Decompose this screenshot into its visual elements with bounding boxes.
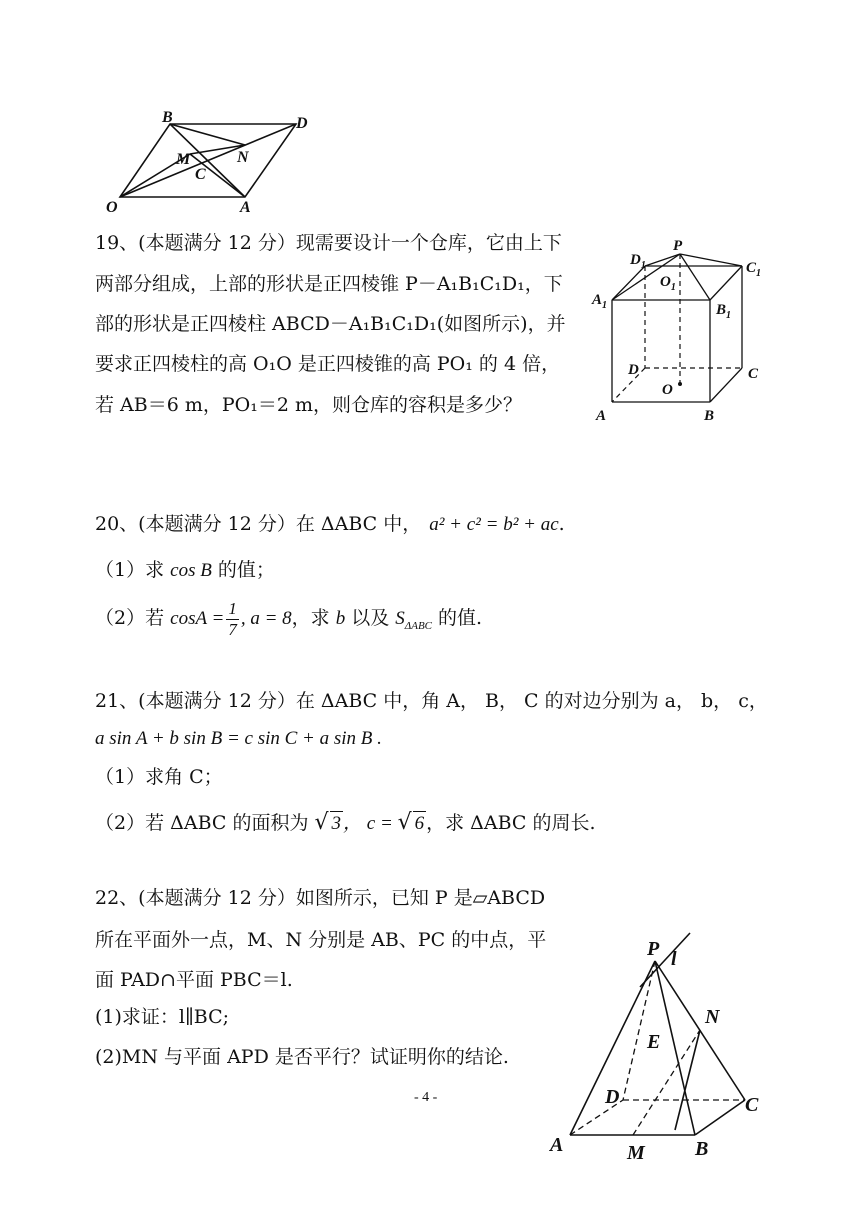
q21-part1: （1）求角 C；: [95, 766, 223, 788]
q21-p2-c: ， c =: [343, 813, 398, 834]
q20-p1-end: 的值；: [211, 559, 275, 581]
label-l: l: [671, 948, 677, 970]
q21-equation: a sin A + b sin B = c sin C + a sin B .: [95, 728, 382, 749]
q22-line-4: (1)求证：l∥BC;: [95, 1006, 230, 1028]
label-P: P: [647, 938, 660, 960]
label-B: B: [162, 109, 173, 126]
label-A: A: [240, 199, 251, 216]
label-D: D: [605, 1086, 620, 1108]
label-P: P: [673, 238, 683, 254]
warehouse-figure: [590, 238, 770, 430]
label-A: A: [550, 1134, 564, 1156]
label-O: O: [106, 199, 118, 216]
label-D: D: [628, 362, 639, 378]
q20-part2: [95, 598, 482, 646]
q20-p2-and: 以及: [345, 607, 396, 629]
q21-part2: （2）若 ΔABC 的面积为 √ 3 ， c = √ 6 ，求 ΔABC 的周长.: [95, 810, 596, 835]
q19-line-3: 部的形状是正四棱柱 ABCD－A₁B₁C₁D₁(如图所示)，并: [95, 313, 566, 335]
label-B: B: [695, 1138, 709, 1160]
q19-line-4: 要求正四棱柱的高 O₁O 是正四棱锥的高 PO₁ 的 4 倍，: [95, 353, 561, 375]
sqrt-6: 6: [414, 813, 425, 834]
q22-line-5: (2)MN 与平面 APD 是否平行？试证明你的结论.: [95, 1046, 509, 1068]
q20-p2-ask: ，求: [291, 607, 336, 629]
q20-stem: [95, 512, 565, 537]
q20-part1: [95, 558, 275, 583]
q19-line-1: 19、(本题满分 12 分）现需要设计一个仓库，它由上下: [95, 232, 562, 254]
fraction-numerator: 1: [228, 598, 237, 618]
q20-p2-S-sub: ΔABC: [404, 619, 433, 632]
sqrt-3: 3: [331, 813, 342, 834]
label-E: E: [647, 1031, 661, 1053]
q20-formula: a² + c² = b² + ac: [429, 514, 559, 535]
label-M: M: [627, 1142, 645, 1164]
label-C: C: [748, 366, 759, 382]
q20-head: 20、(本题满分 12 分）在 ΔABC 中，: [95, 513, 422, 535]
q20-p1-math: cos B: [170, 560, 212, 581]
label-O: O: [662, 382, 673, 398]
label-C: C: [195, 166, 206, 183]
pyramid-figure: [545, 925, 775, 1170]
label-M: M: [176, 151, 191, 168]
q22-line-3: 面 PAD∩平面 PBC＝l.: [95, 969, 293, 991]
q20-p2-text: （2）若: [95, 607, 171, 629]
page-number: - 4 -: [414, 1090, 438, 1105]
q21-p2-text: （2）若 ΔABC 的面积为: [95, 812, 315, 834]
label-C1: $C_1$: [746, 260, 762, 279]
q19-line-2: 两部分组成，上部的形状是正四棱锥 P－A₁B₁C₁D₁，下: [95, 273, 563, 295]
parallelogram-figure: [100, 100, 330, 220]
q20-p2-end: 的值.: [432, 607, 483, 629]
label-N: N: [237, 149, 249, 166]
label-A1: $A_1$: [592, 292, 608, 311]
label-O1: $O_1$: [660, 274, 676, 293]
q20-p2-a: , a = 8: [240, 608, 292, 629]
q20-p2-b: b: [335, 608, 346, 629]
label-D: D: [296, 115, 308, 132]
label-B: B: [704, 408, 715, 424]
q22-line-1: 22、(本题满分 12 分）如图所示，已知 P 是▱ABCD: [95, 887, 546, 909]
q20-p1-text: （1）求: [95, 559, 171, 581]
label-D1: $D_1$: [630, 252, 646, 271]
q21-stem: 21、(本题满分 12 分）在 ΔABC 中，角 A， B， C 的对边分别为 a， b， c，: [95, 690, 768, 712]
label-B1: $B_1$: [716, 302, 732, 321]
q20-p2-S: S: [395, 608, 405, 629]
fraction-denominator: 7: [228, 619, 237, 639]
q22-line-2: 所在平面外一点，M、N 分别是 AB、PC 的中点，平: [95, 929, 547, 951]
q20-end: .: [558, 513, 565, 535]
label-C: C: [745, 1094, 759, 1116]
q19-line-5: 若 AB＝6 m，PO₁＝2 m，则仓库的容积是多少？: [95, 394, 522, 416]
label-N: N: [705, 1006, 720, 1028]
q21-p2-end: ，求 ΔABC 的周长.: [426, 812, 596, 834]
q20-fraction: [226, 599, 239, 640]
q20-p2-cos: cosA =: [170, 608, 225, 629]
label-A: A: [596, 408, 607, 424]
